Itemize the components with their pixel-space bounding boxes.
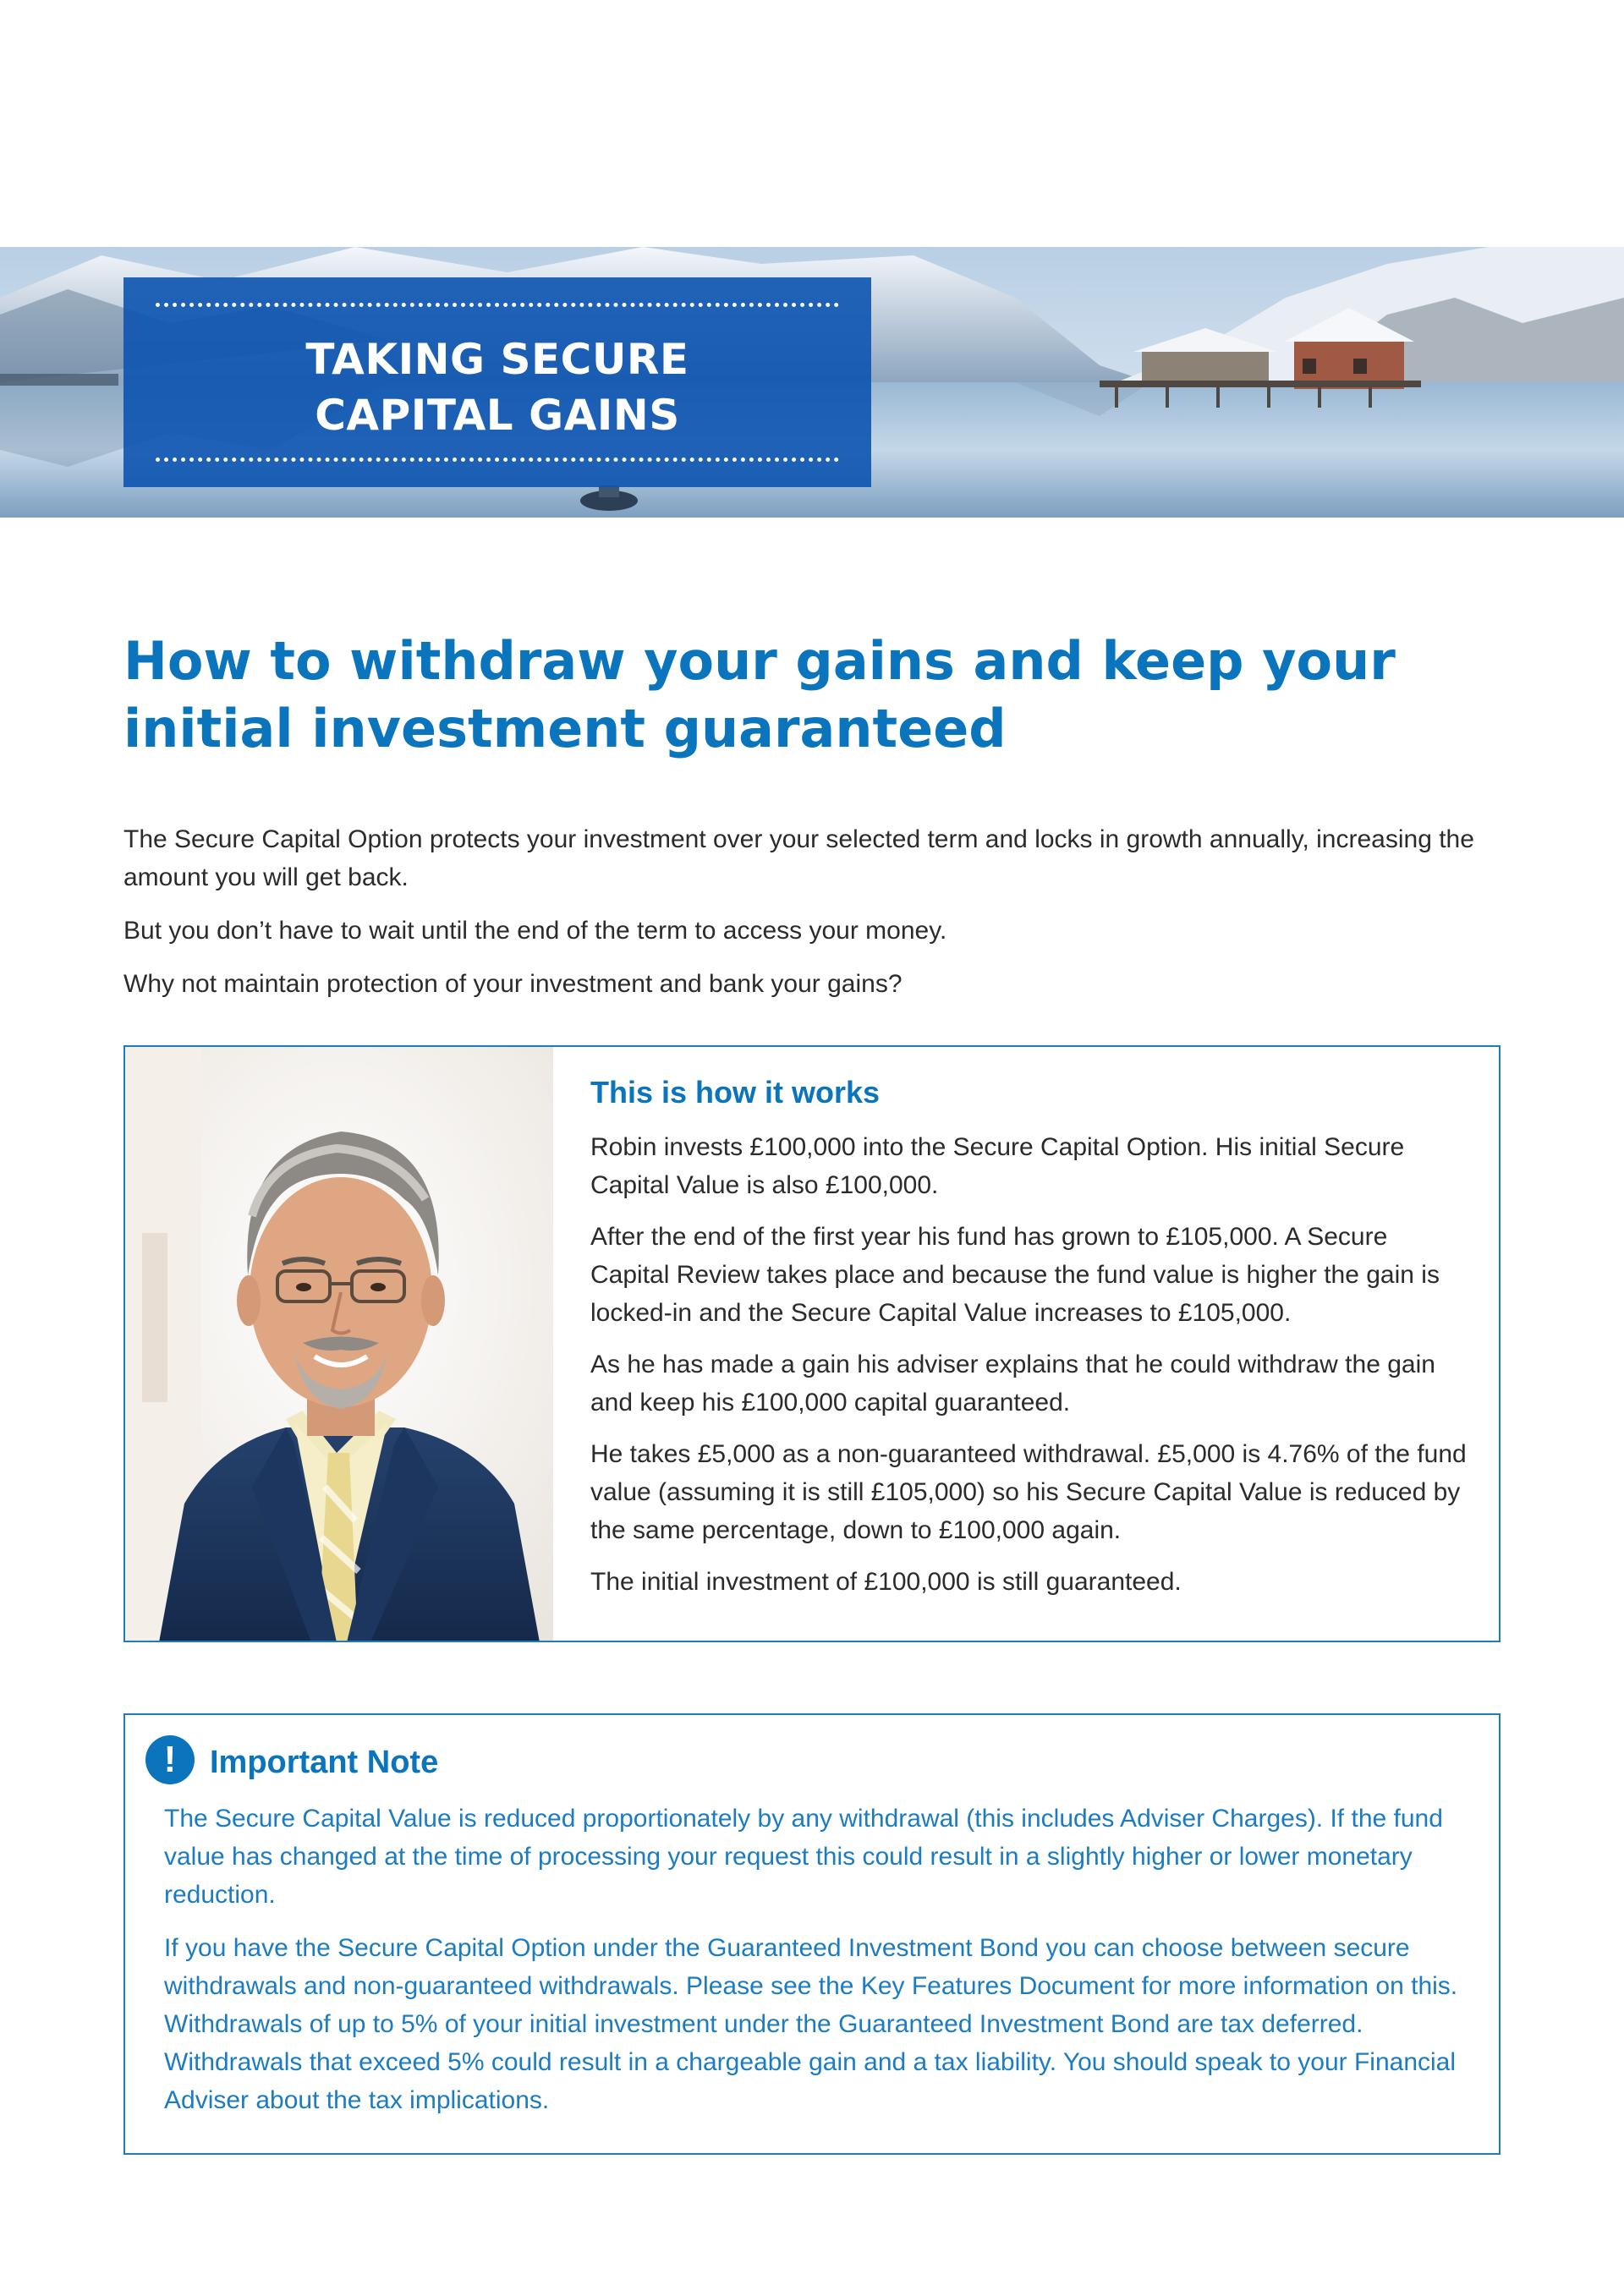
page-title <box>123 627 1511 763</box>
page-title-line-2: initial investment guaranteed <box>123 698 1007 759</box>
smiling-man-portrait <box>125 1047 553 1642</box>
page-title-line-1: How to withdraw your gains and keep your <box>123 630 1396 692</box>
banner-title-line-1: TAKING SECURE <box>305 335 689 384</box>
example-box <box>123 1045 1501 1642</box>
example-text <box>590 1074 1470 1614</box>
intro-paragraph: But you don’t have to wait until the end of the term to access your money. <box>123 917 947 945</box>
banner-title <box>123 332 871 443</box>
example-paragraph: Robin invests £100,000 into the Secure Capital Option. His initial Secure Capital Value is also £100,000. <box>590 1133 1405 1199</box>
banner-title-box <box>123 277 871 487</box>
dotted-divider-bottom <box>156 458 839 462</box>
example-paragraph: After the end of the first year his fund has grown to £105,000. A Secure Capital Review takes place and because the fund value is higher the gain is locked-in and the Secure Capital Value increases to £105,000. <box>590 1223 1440 1327</box>
note-paragraph: The Secure Capital Value is reduced proportionately by any withdrawal (this includes Adviser Charges). If the fund value has changed at the time of processing your request this could result in a slightly higher or lower monetary reduction. <box>164 1805 1443 1909</box>
example-paragraph: He takes £5,000 as a non-guaranteed withdrawal. £5,000 is 4.76% of the fund value (assuming it is still £105,000) so his Secure Capital Value is reduced by the same percentage, down to £100,000 again. <box>590 1440 1467 1544</box>
intro-section <box>123 820 1494 1018</box>
note-paragraph: If you have the Secure Capital Option under the Guaranteed Investment Bond you can choose between secure withdrawals and non-guaranteed withdrawals. Please see the Key Features Document for more information on this. Withdrawals of up to 5% of your initial investment under the Guaranteed Investment Bond are tax deferred. Withdrawals that exceed 5% could result in a chargeable gain and a tax liability. You should speak to your Financial Adviser about the tax implications. <box>164 1934 1458 2114</box>
important-note-box <box>123 1713 1501 2155</box>
banner-title-line-2: CAPITAL GAINS <box>315 391 680 440</box>
important-note-heading: Important Note <box>210 1745 439 1780</box>
important-note-text <box>164 1800 1467 2134</box>
intro-paragraph: Why not maintain protection of your investment and bank your gains? <box>123 970 903 998</box>
header-banner <box>0 247 1624 518</box>
dotted-divider-top <box>156 303 839 307</box>
exclamation-icon: ! <box>145 1735 195 1784</box>
example-paragraph: As he has made a gain his adviser explains that he could withdraw the gain and keep his £100,000 capital guaranteed. <box>590 1351 1435 1417</box>
intro-paragraph: The Secure Capital Option protects your investment over your selected term and locks in growth annually, increasing the amount you will get back. <box>123 825 1474 891</box>
example-paragraph: The initial investment of £100,000 is still guaranteed. <box>590 1568 1182 1596</box>
example-heading: This is how it works <box>590 1075 881 1110</box>
